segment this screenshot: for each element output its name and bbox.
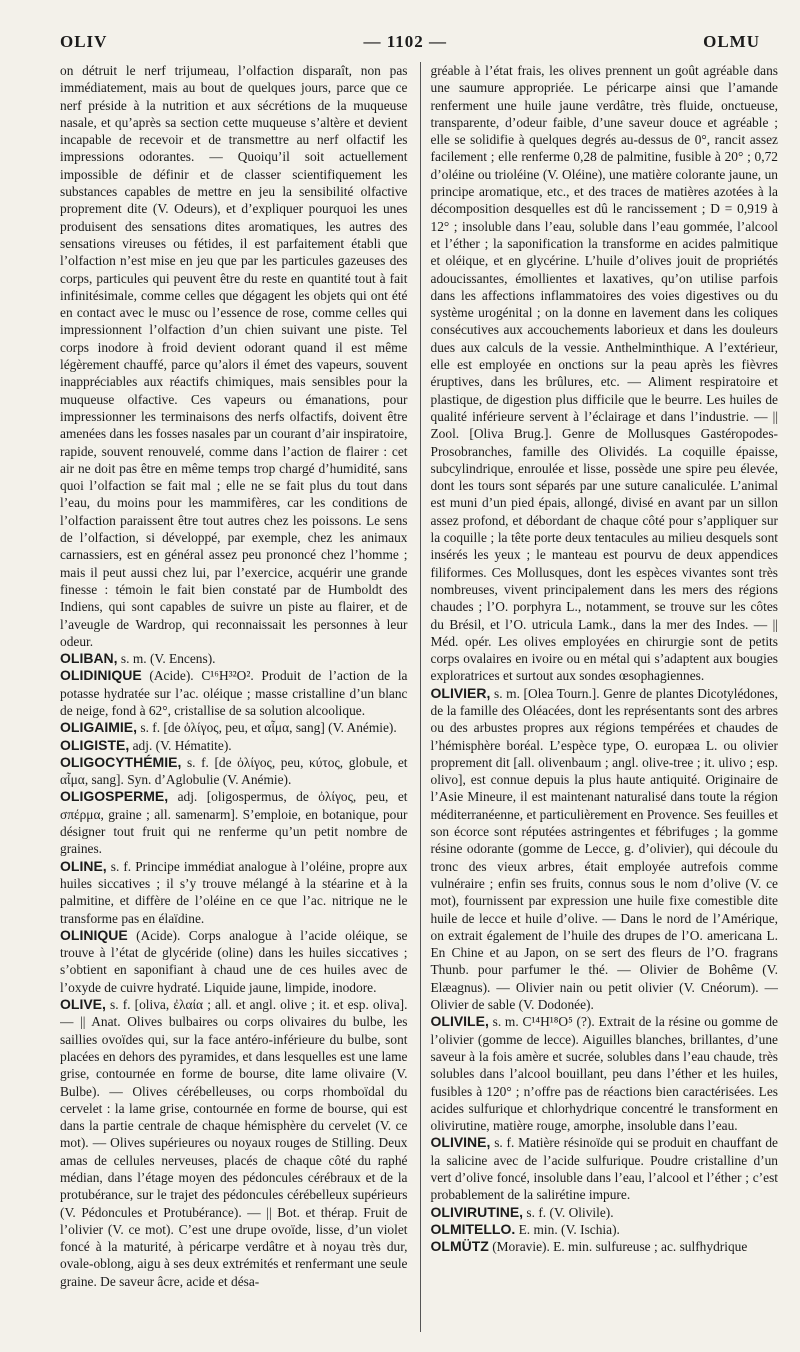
entry-headword: OLIGOSPERME, xyxy=(60,788,169,805)
dictionary-entry xyxy=(431,685,779,1014)
dictionary-entry xyxy=(60,754,408,789)
running-head-right: OLMU xyxy=(703,32,760,51)
entry-definition: (Acide). C¹⁶H³²O². Produit de l’action de la potasse hydratée sur l’ac. oléique ; masse cristalline d’un blanc de neige, fond à 62°, cristallise de sa solution alcoolique. xyxy=(60,668,408,718)
entry-definition: s. m. [Olea Tourn.]. Genre de plantes Dicotylédones, de la famille des Oléacées, dont les représentants sont des arbres ou des arbustes propres aux régions tempérées et chaudes de l’hémisphère boréal. L’espèce type, O. europæa L. ou olivier proprement dit [all. olivenbaum ; angl. olive-tree ; it. ulivo ; esp. olivo], est connue depuis la plus haute antiquité. Originaire de l’Asie Mineure, il est maintenant naturalisé dans toute la région méditerranéenne, et particulièrement en Provence. Ses feuilles et son écorce sont réputées astringentes et fébrifuges ; la gomme résine odorante (gomme de Lecce, g. d’olivier), qui découle du tronc des vieux arbres, était employée autrefois comme vulnéraire ; enfin ses fruits, connus sous le nom d’olive (V. ce mot), fournissent par expression une huile fixe comestible dite huile de lecce et huile d’olive. — Dans le nord de l’Amérique, on extrait également de l’huile des drupes de l’O. americana L. En Chine et au Japon, on se sert des fleurs de l’O. fragrans Thunb. pour parfumer le thé. — Olivier de Bohême (V. Elæagnus). — Olivier nain ou petit olivier (V. Cnéorum). — Olivier de sable (V. Dodonée). xyxy=(430,685,778,1013)
entry-definition: adj. (V. Hématite). xyxy=(132,737,232,753)
entry-headword: OLMÜTZ xyxy=(430,1238,489,1255)
dictionary-entry xyxy=(60,788,408,857)
entry-definition: s. f. Principe immédiat analogue à l’oléine, propre aux huiles siccatives ; il s’y trouve mélangé à la stéarine et à la palmitine, et diffère de l’oléine en ce que l’ac. nitrique ne le transforme pas en élaïdine. xyxy=(60,858,408,926)
entry-definition: s. f. Matière résinoïde qui se produit en chauffant de la salicine avec de l’acide sulfurique. Poudre cristalline d’un vert d’olive foncé, insoluble dans l’eau, l’alcool et l’éther ; c’est probablement de la salirétine impure. xyxy=(430,1135,778,1203)
two-column-body xyxy=(60,62,778,1332)
entry-definition: E. min. (V. Ischia). xyxy=(518,1221,620,1237)
entry-definition: s. f. (V. Olivile). xyxy=(526,1204,614,1220)
dictionary-entry xyxy=(60,927,408,996)
running-head xyxy=(60,30,760,54)
entry-headword: OLIVIRUTINE, xyxy=(430,1203,524,1220)
entry-headword: OLINE, xyxy=(60,857,107,874)
dictionary-entry xyxy=(60,667,408,719)
entry-definition: s. m. C¹⁴H¹⁸O⁵ (?). Extrait de la résine ou gomme de l’olivier (gomme de lecce). Aiguilles blanches, brillantes, d’une saveur à la fois amère et sucrée, solubles dans l’eau chaude, très solubles dans l’alcool bouillant, peu dans l’éther et les huiles, fusibles à 120° ; n’offre pas de réactions bien caractérisées. Les acides sulfurique et chlorhydrique concentré le transforment en olivirutine, matière rouge, amorphe, insoluble dans l’eau. xyxy=(430,1014,778,1134)
entry-definition: s. f. [de ὀλίγος, peu, et αἷμα, sang] (V. Anémie). xyxy=(140,720,397,736)
dictionary-entry xyxy=(431,1238,779,1255)
entry-headword: OLIVIER, xyxy=(430,684,491,701)
entry-headword: OLIBAN, xyxy=(60,650,118,667)
dictionary-entry xyxy=(60,858,408,927)
entry-definition: adj. [oligospermus, de ὀλίγος, peu, et σπέρμα, graine ; all. samenarm]. S’emploie, en botanique, pour désigner tout fruit qui ne renferme qu’un petit nombre de graines. xyxy=(60,789,408,857)
entry-headword: OLIVINE, xyxy=(430,1134,491,1151)
entry-headword: OLIGISTE, xyxy=(60,736,130,753)
entry-headword: OLINIQUE xyxy=(60,926,128,943)
dictionary-entry xyxy=(60,719,408,736)
entry-headword: OLIDINIQUE xyxy=(60,667,142,684)
entry-definition: s. f. [de ὀλίγος, peu, κύτος, globule, et αἷμα, sang]. Syn. d’Aglobulie (V. Anémie). xyxy=(60,754,408,788)
dictionary-entry xyxy=(60,996,408,1290)
entry-definition: (Acide). Corps analogue à l’acide oléique, se trouve à l’état de glycéride (oline) dans les huiles siccatives ; s’obtient en saponifiant à chaud une de ces huiles avec de l’oxyde de cuivre hydraté. Liquide jaune, limpide, inodore. xyxy=(60,927,408,995)
dictionary-entry xyxy=(431,1013,779,1134)
entry-definition: s. f. [oliva, ἐλαία ; all. et angl. olive ; it. et esp. oliva]. — || Anat. Olives bulbaires ou corps olivaires du bulbe, les saillies ovoïdes qui, sur la face antéro-inférieure du bulbe, sont placées en dehors des pyramides, et dans lesquelles est une lame grise, contournée en forme de bourse, dite lame olivaire (V. Bulbe). — Olives cérébelleuses, ou corps rhomboïdal du cervelet : la lame grise, contournée en forme de bourse, qui est dans la partie centrale de chaque hémisphère du cervelet (V. ce mot). — Olives supérieures ou noyaux rouges de Stilling. Deux amas de cellules nerveuses, placés de chaque côté du raphé médian, dans l’étage moyen des pédoncules cérébraux et de la protubérance, sur le trajet des pédoncules cérébelleux supérieurs (V. Pédoncules et Protubérance). — || Bot. et thérap. Fruit de l’olivier (V. ce mot). C’est une drupe ovoïde, lisse, d’un violet foncé à la maturité, à péricarpe verdâtre et à noyau très dur, ovale-oblong, aigu à ses deux extrémités et renfermant une seule graine. De saveur âcre, acide et désa- xyxy=(60,997,408,1289)
right-continuation-text: gréable à l’état frais, les olives prennent un goût agréable dans une saumure appropriée. Le péricarpe ainsi que l’amande renferment une huile jaune verdâtre, très fluide, onctueuse, transparente, d’odeur faible, d’une saveur douce et agréable ; elle se solidifie à quelques degrés au-dessus de 0°, rancit assez facilement ; elle renferme 0,28 de palmitine, fusible à 20° ; 0,72 d’oléine ou trioléine (V. Oléine), une matière colorante jaune, un principe aromatique, etc., et des traces de matières azotées à la décomposition desquelles est dû le rancissement ; D = 0,919 à 12° ; insoluble dans l’eau, soluble dans l’eau gommée, l’alcool et l’éther ; la saponification la transforme en acides palmitique et oléique, et en glycérine. L’huile d’olives jouit de propriétés adoucissantes, émollientes et laxatives, qu’on utilise parfois dans les affections inflammatoires des voies digestives ou du système urogénital ; on la donne en lavement dans les coliques consécutives aux accouchements laborieux et dans les douleurs dues aux calculs de la vessie. Anthelminthique. A l’extérieur, elle est employée en onctions sur la peau après les fièvres éruptives, dans les brûlures, etc. — Aliment respiratoire et plastique, de digestion plus difficile que le beurre. Les huiles de qualité inférieure servent à l’éclairage et dans l’industrie. — || Zool. [Oliva Brug.]. Genre de Mollusques Gastéropodes-Prosobranches, famille des Olividés. La coquille épaisse, subcylindrique, enroulée et lisse, possède une spire peu élevée, dont les tours sont séparés par une suture canaliculée. L’animal est muni d’un pied épais, allongé, divisé en avant par un sillon assez profond, et débordant de chaque côté pour s’appliquer sur la coquille ; la tête porte deux tentacules au milieu desquels sont insérés les yeux ; le manteau est pourvu de deux appendices filiformes. Ces Mollusques, dont les espèces vivantes sont très nombreuses, vivent principalement dans les mers des régions chaudes ; l’O. porphyra L., notamment, se trouve sur les côtes du Brésil, et l’O. utricula Lamk., dans la mer des Indes. — || Méd. opér. Les olives employées en chirurgie sont de petits corps ovalaires en ivoire ou en métal qui s’adaptent aux bougies exploratrices et surtout aux sondes œsophagiennes. xyxy=(430,63,778,684)
dictionary-entry xyxy=(431,1221,779,1238)
entry-headword: OLMITELLO. xyxy=(430,1220,516,1237)
dictionary-entry xyxy=(431,1134,779,1203)
right-column xyxy=(420,62,779,1332)
entry-definition: (Moravie). E. min. sulfureuse ; ac. sulfhydrique xyxy=(492,1239,748,1255)
entry-definition: s. m. (V. Encens). xyxy=(120,651,216,667)
entry-headword: OLIGAIMIE, xyxy=(60,719,137,736)
entry-headword: OLIVE, xyxy=(60,996,106,1013)
entry-headword: OLIGOCYTHÉMIE, xyxy=(60,753,182,770)
dictionary-entry xyxy=(60,650,408,667)
left-column xyxy=(60,62,408,1332)
dictionary-entry xyxy=(60,737,408,754)
left-continuation-text: on détruit le nerf trijumeau, l’olfaction disparaît, non pas immédiatement, mais au bout de quelques jours, parce que ce nerf préside à la nutrition et aux sécrétions de la muqueuse nasale, et qu’après sa section cette muqueuse s’altère et devient incapable de recevoir et de transmettre au nerf olfactif les impressions odorantes. — Quoiqu’il soit actuellement impossible de définir et de classer scientifiquement les substances capables de mettre en jeu la sensibilité olfactive proprement dite (V. Odeurs), et d’expliquer pourquoi les unes produisent des sensations dites aromatiques, les autres des sensations vireuses ou fétides, il est parfaitement établi que l’olfaction n’est mise en jeu que par les particules gazeuses des corps, particules qui peuvent être du reste en quantité tout à fait infinitésimale, comme celles que dégagent les objets qui ont été en contact avec le musc ou l’essence de rose, comme celles qui impressionnent l’olfaction d’un chien suivant une piste. Tel corps inodore à froid devient odorant quand il est même légèrement chauffé, parce qu’alors il émet des vapeurs, souvent inappréciables aux réactifs chimiques, mais sensibles pour la muqueuse olfactive. Ces vapeurs ou émanations, pour impressionner les terminaisons des nerfs olfactifs, doivent être amenées dans les fosses nasales par un courant d’air inspiratoire, rapide, souvent renouvelé, comme dans l’action de flairer : cet air ne doit pas être en même temps trop chargé d’humidité, sans quoi l’olfaction se fait mal ; elle ne se fait plus du tout dans l’eau, du moins pour les mammifères, car les conditions de l’olfaction paraissent être tout autres chez les poissons. Le sens de l’olfaction, si développé, par exemple, chez les animaux carnassiers, est en général assez peu prononcé chez l’homme ; mais il peut aussi chez lui, par l’exercice, acquérir une grande finesse : témoin le fait bien constaté par de Humboldt des Indiens, qui sont capables de suivre un piste au flairer, et de l’aveugle de Wardrop, qui reconnaissait les personnes à leur odeur. xyxy=(60,63,408,649)
dictionary-entry xyxy=(431,1204,779,1221)
page-number: — 1102 — xyxy=(363,32,448,51)
running-head-left: OLIV xyxy=(60,32,108,51)
entry-headword: OLIVILE, xyxy=(430,1013,489,1030)
